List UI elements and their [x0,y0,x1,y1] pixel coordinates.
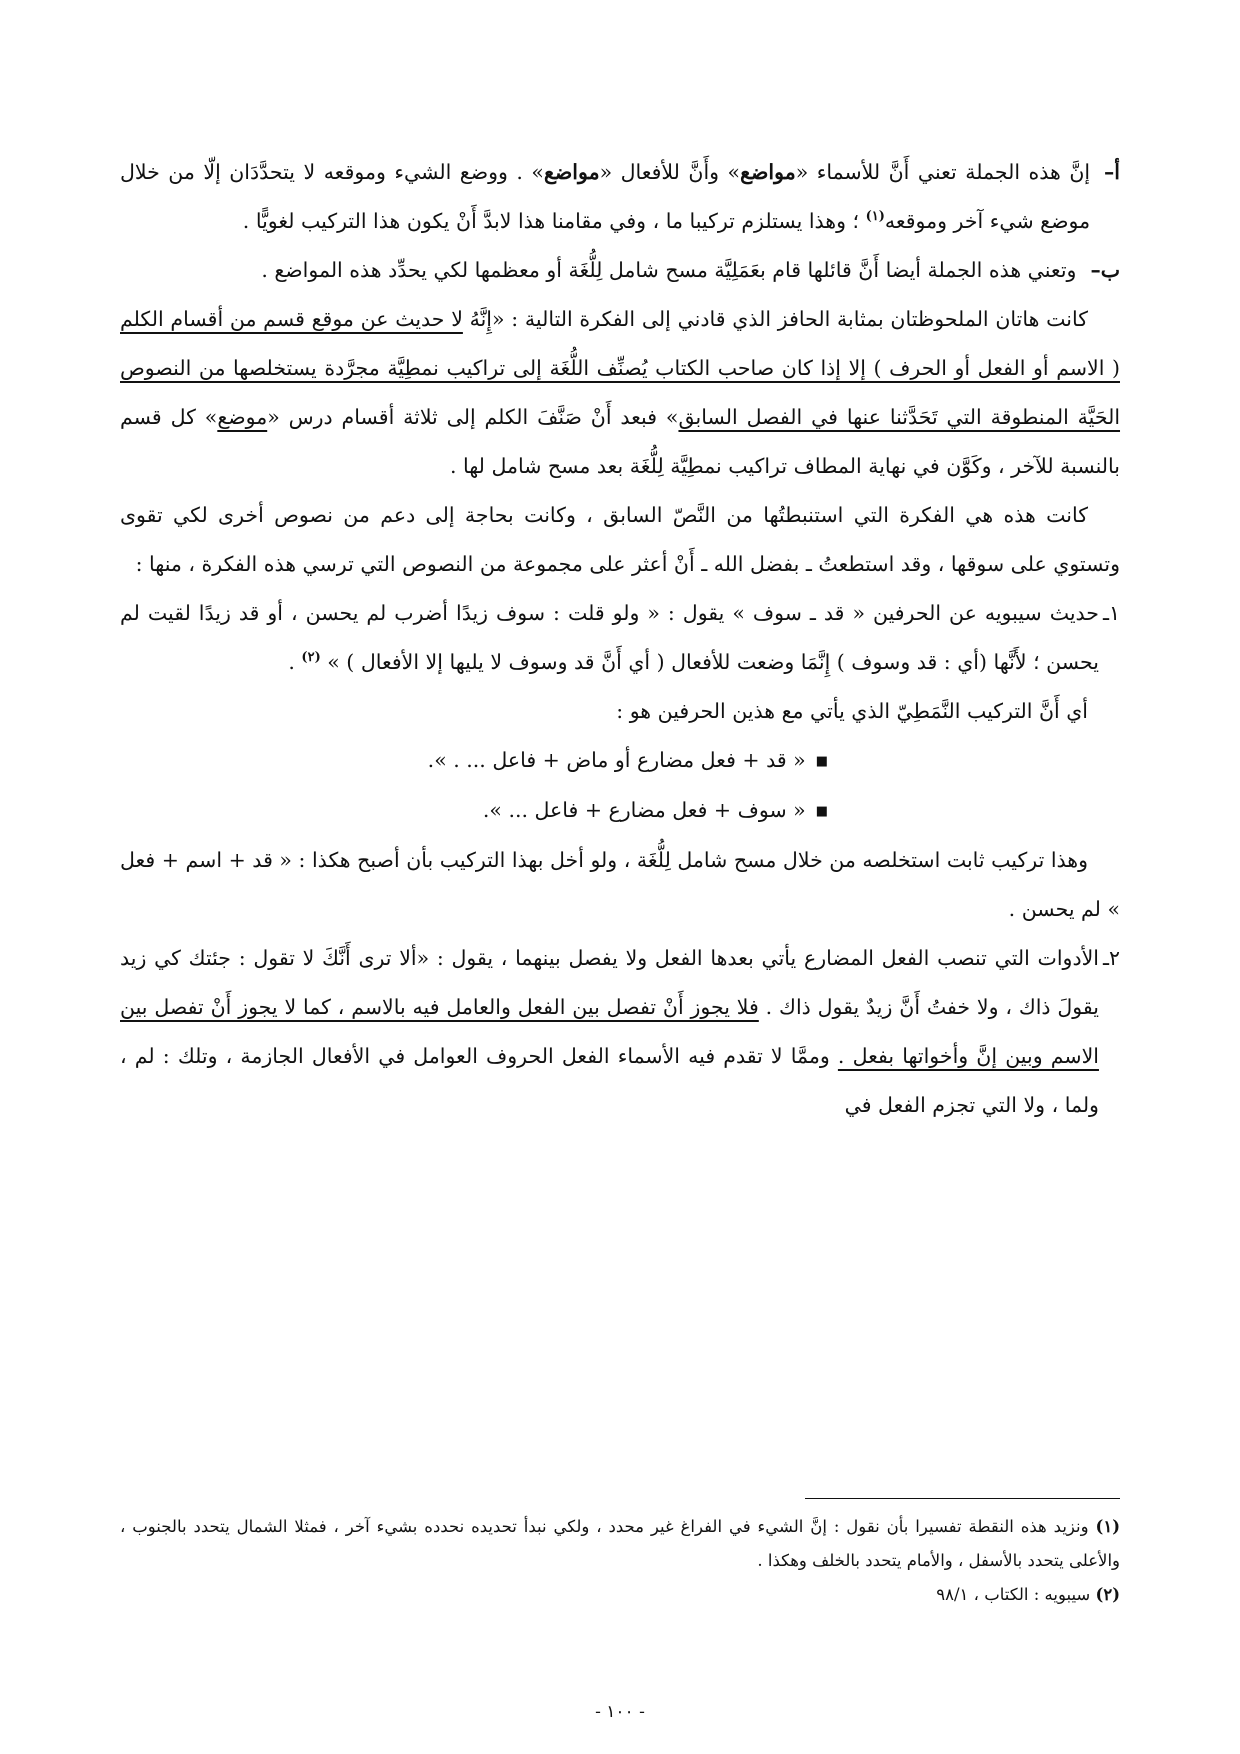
item-marker: ١ـ [1102,601,1120,625]
list-item-2 [120,934,1120,1130]
page-number: - ١٠٠ - [595,1702,645,1722]
footnote-separator [805,1498,1120,1499]
underlined-quote: فلا يجوز أَنْ تفصل بين الفعل والعامل فيه بالاسم ، كما لا يجوز أَنْ تفصل بين الاسم وبين إنَّ وأخواتها بفعل . [120,995,1099,1068]
text-run: ؛ وهذا يستلزم تركيبا ما ، وفي مقامنا هذا لابدَّ أَنْ يكون هذا التركيب لغويًّا . [242,209,866,233]
bold-term: مواضع [543,160,600,184]
text-run: » فبعد أَنْ صَنَّفَ الكلم إلى ثلاثة أقسام درس « [267,405,679,429]
paragraph-2: كانت هذه هي الفكرة التي استنبطتُها من النَّصّ السابق ، وكانت بحاجة إلى دعم من نصوص أخرى لكي تقوى وتستوي على سوقها ، وقد استطعتُ ـ بفضل الله ـ أَنْ أعثر على مجموعة من النصوص التي ترسي هذه الفكرة ، منها : [120,503,1120,576]
bullet-text: « سوف + فعل مضارع + فاعل ... ». [482,798,806,822]
list-item-1 [120,589,1120,687]
footnote-ref-2[interactable]: (٢) [301,650,321,666]
item-body [120,934,1099,1130]
text-run: » . ووضع الشيء وموقعه لا يتحدَّدَان إلّا من خلال موضع شيء آخر وموقعه [120,160,1091,233]
bullet-item [120,736,1120,786]
text-run: كانت هاتان الملحوظتان بمثابة الحافز الذي قادني إلى الفكرة التالية : «إِنَّهُ [462,307,1088,331]
underlined-quote: لا حديث عن موقع قسم من أقسام الكلم ( الاسم أو الفعل أو الحرف ) إلا إذا كان صاحب الكتاب يُصنِّف اللُّغَة إلى تراكيب نمطِيَّة مجرَّدة يستخلصها من النصوص الحَيَّة المنطوقة التي تَحَدَّثنا عنها في الفصل السابق [120,307,1121,429]
footnote-1 [120,1510,1120,1578]
item-body: وتعني هذه الجملة أيضا أَنَّ قائلها قام بعَمَلِيَّة مسح شامل لِلُّغَة أو معظمها لكي يحدِّد هذه المواضع . [261,258,1077,282]
footnote-number: (١) [1095,1517,1120,1536]
pattern-intro: أي أَنَّ التركيب النَّمَطِيّ الذي يأتي مع هذين الحرفين هو : [616,699,1088,723]
footnote-ref-1[interactable]: (١) [865,209,885,225]
square-bullet-icon: ■ [815,754,828,769]
list-item-a [120,148,1120,246]
text-run: وممَّا لا تقدم فيه الأسماء الفعل الحروف العوامل في الأفعال الجازمة ، وتلك : لم ، ولما ، ولا التي تجزم الفعل في [120,1044,1099,1117]
text-run: حديث سيبويه عن الحرفين « قد ـ سوف » يقول : « ولو قلت : سوف زيدًا أضرب لم يحسن ، أو قد زيدًا لقيت لم يحسن ؛ لأَنَّها (أي : قد وسوف ) إِنَّمَا وضعت للأفعال ( أي أَنَّ قد وسوف لا يليها إلا الأفعال ) » [120,601,1099,674]
footnote-text: ونزيد هذه النقطة تفسيرا بأن نقول : إنَّ الشيء في الفراغ غير محدد ، ولكي نبدأ تحديده نحدده بشيء آخر ، فمثلا الشمال يتحدد بالجنوب ، والأعلى يتحدد بالأسفل ، والأمام يتحدد بالخلف وهكذا . [120,1517,1120,1570]
footnote-number: (٢) [1095,1585,1120,1604]
square-bullet-icon: ■ [815,804,828,819]
text-run: » كل قسم بالنسبة للآخر ، وكَوَّن في نهاية المطاف تراكيب نمطِيَّة لِلُّغَة بعد مسح شامل لها . [120,405,1120,478]
text-run: الأدوات التي تنصب الفعل المضارع يأتي بعدها الفعل ولا يفصل بينهما ، يقول : «ألا ترى أَنَّكَ لا تقول : جئتك كي زيد يقولَ ذاك ، ولا خفتُ أَنَّ زيدٌ يقول ذاك . [120,946,1099,1019]
text-run: » وأَنَّ للأفعال « [599,160,741,184]
underlined-term: موضع [217,405,268,429]
paragraph-3: وهذا تركيب ثابت استخلصه من خلال مسح شامل لِلُّغَة ، ولو أخل بهذا التركيب بأن أصبح هكذا : « قد + اسم + فعل » لم يحسن . [120,848,1120,921]
item-body [120,589,1099,687]
bullet-item [120,786,1120,836]
paragraph-1 [120,295,1120,491]
list-item-b [120,246,1120,295]
bold-term: مواضع [740,160,796,184]
text-run: . [288,650,302,674]
text-run: إنَّ هذه الجملة تعني أَنَّ للأسماء « [795,160,1091,184]
item-marker: أ– [1104,160,1120,184]
footnote-2 [120,1578,1120,1612]
bullet-text: « قد + فعل مضارع أو ماض + فاعل ... . ». [427,748,806,772]
item-body [120,148,1090,246]
item-marker: ب– [1090,258,1120,282]
item-marker: ٢ـ [1102,946,1120,970]
footnotes [120,1510,1120,1612]
footnote-text: سيبويه : الكتاب ، ٩٨/١ [936,1585,1096,1604]
